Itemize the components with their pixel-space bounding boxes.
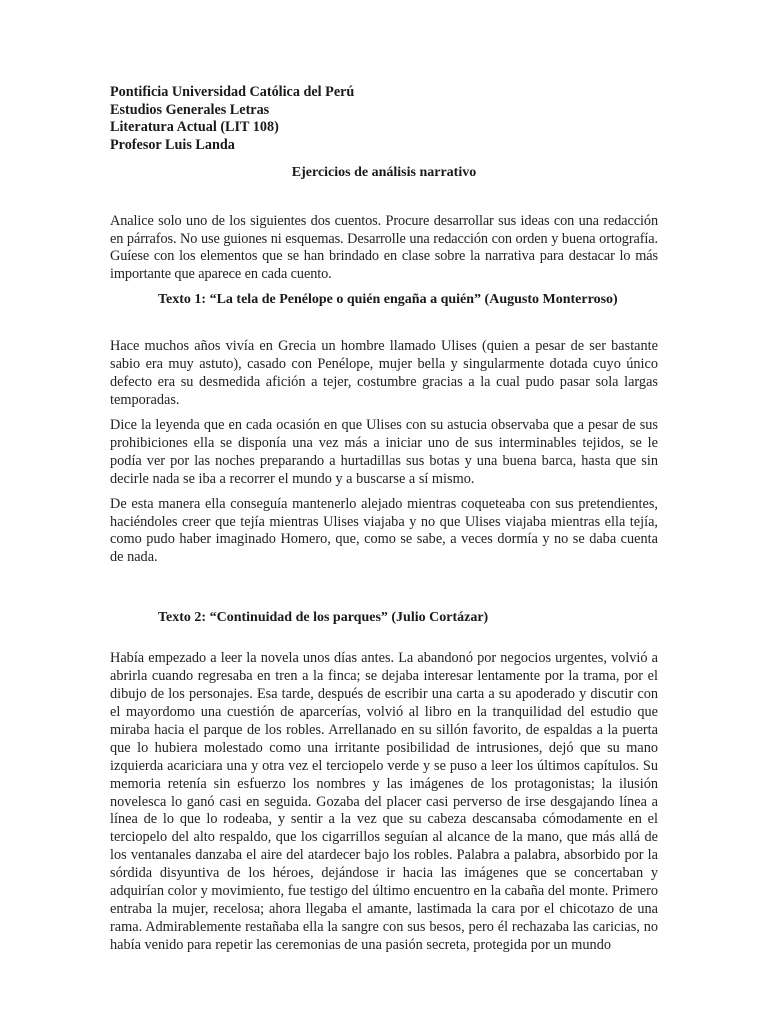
text-2-body [110,650,658,954]
text-1-body [110,338,658,567]
instructions-paragraph: Analice solo uno de los siguientes dos cuentos. Procure desarrollar sus ideas con una redacción en párrafos. No use guiones ni esquemas. Desarrolle una redacción con orden y buena ortografía. Guíese con los elementos que se han brindado en clase sobre la narrativa para destacar lo más importante que aparece en cada cuento. [110,213,658,282]
program-name: Estudios Generales Letras [110,101,270,118]
text-1-paragraph-2: Dice la leyenda que en cada ocasión en que Ulises con su astucia observaba que a pesar de sus prohibiciones ella se disponía una vez más a iniciar uno de sus interminables tejidos, se le podía ver por las noches preparando a hurtadillas sus botas y una buena barca, hasta que sin decirle nada se iba a recorrer el mundo y a buscarse a sí mismo. [110,417,658,487]
course-name: Literatura Actual (LIT 108) [110,119,279,135]
text-1-paragraph-1: Hace muchos años vivía en Grecia un hombre llamado Ulises (quien a pesar de ser bastante sabio era muy astuto), casado con Penélope, mujer bella y singularmente dotada cuyo único defecto era su desmedida afición a tejer, costumbre gracias a la cual pudo pasar sola largas temporadas. [110,338,658,409]
text-1-heading: Texto 1: “La tela de Penélope o quién engaña a quién” (Augusto Monterroso) [158,292,618,308]
text-2-paragraph-1: Había empezado a leer la novela unos días antes. La abandonó por negocios urgentes, volvió a abrirla cuando regresaba en tren a la finca; se dejaba interesar lentamente por la trama, por el dibujo de los personajes. Esa tarde, después de escribir una carta a su apoderado y discutir con el mayordomo una cuestión de aparcerías, volvió al libro en la tranquilidad del estudio que miraba hacia el parque de los robles. Arrellanado en su sillón favorito, de espaldas a la puerta que lo hubiera molestado como una irritante posibilidad de intrusiones, dejó que su mano izquierda acariciara una y otra vez el terciopelo verde y se puso a leer los últimos capítulos. Su memoria retenía sin esfuerzo los nombres y las imágenes de los protagonistas; la ilusión novelesca lo ganó casi en seguida. Gozaba del placer casi perverso de irse desgajando línea a línea de lo que lo rodeaba, y sentir a la vez que su cabeza descansaba cómodamente en el terciopelo del alto respaldo, que los cigarrillos seguían al alcance de la mano, que más allá de los ventanales danzaba el aire del atardecer bajo los robles. Palabra a palabra, absorbido por la sórdida disyuntiva de los héroes, dejándose ir hacia las imágenes que se concertaban y adquirían color y movimiento, fue testigo del último encuentro en la cabaña del monte. Primero entraba la mujer, recelosa; ahora llegaba el amante, lastimada la cara por el chicotazo de una rama. Admirablemente restañaba ella la sangre con sus besos, pero él rechazaba las caricias, no había venido para repetir las ceremonias de una pasión secreta, protegida por un mundo [110,650,658,953]
text-1-paragraph-3: De esta manera ella conseguía mantenerlo alejado mientras coqueteaba con sus pretendientes, haciéndoles creer que tejía mientras Ulises viajaba y no que Ulises viajaba mientras ella tejía, como pudo haber imaginado Homero, que, como se sabe, a veces dormía y no se daba cuenta de nada. [110,495,658,566]
professor-name: Profesor Luis Landa [110,136,235,153]
document-title: Ejercicios de análisis narrativo [291,165,477,180]
university-name: Pontificia Universidad Católica del Perú [110,84,355,100]
document-header [110,84,658,154]
document-page [110,84,658,955]
text-2-heading: Texto 2: “Continuidad de los parques” (Julio Cortázar) [158,610,489,626]
